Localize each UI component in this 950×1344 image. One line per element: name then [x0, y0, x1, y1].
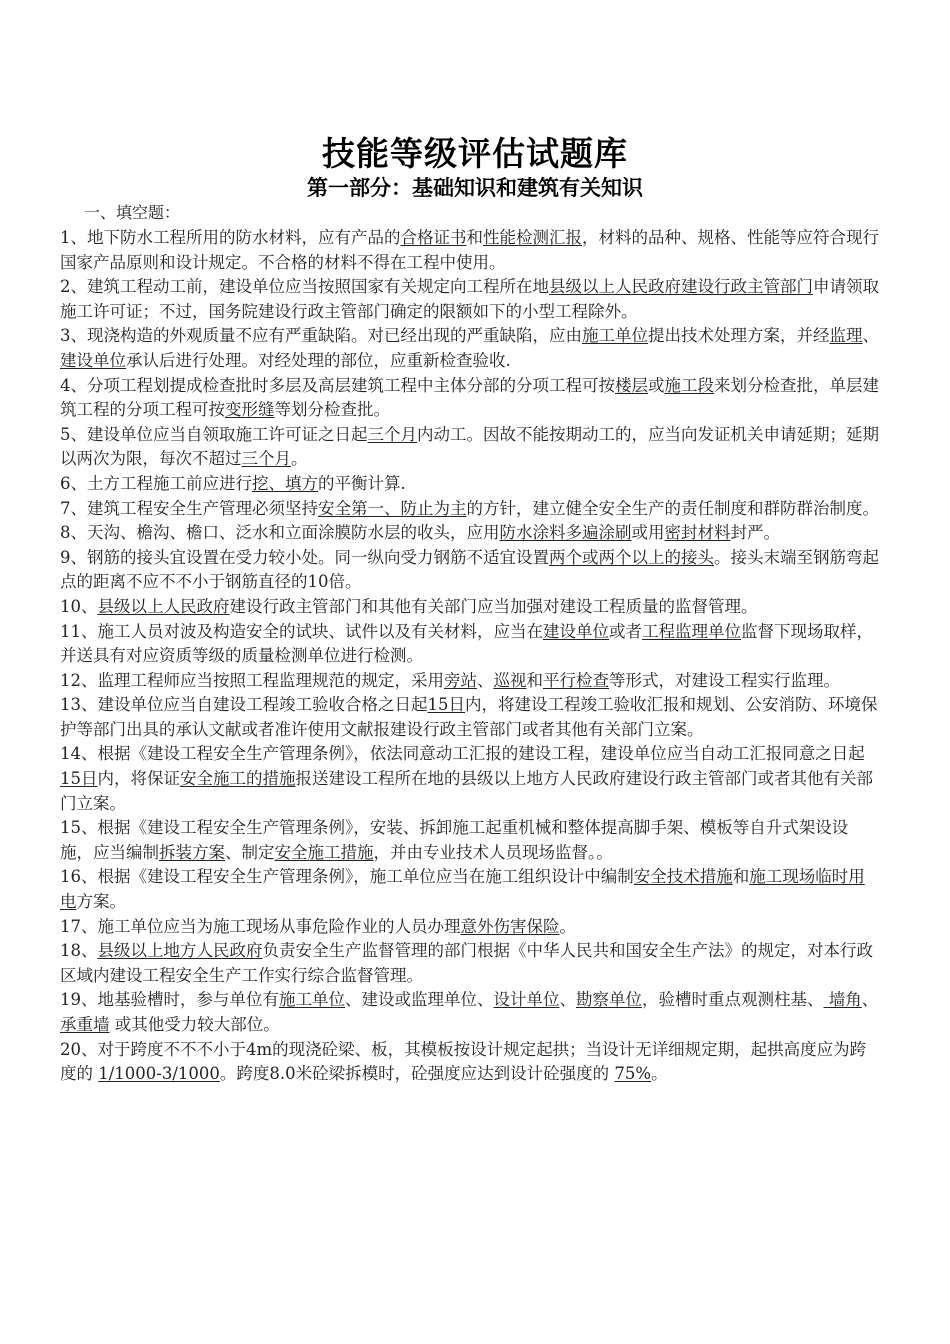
answer-blank: 墙角 — [823, 990, 862, 1010]
question-text: 等形式，对建设工程实行监理。 — [609, 670, 840, 690]
question-text: 。接头末端至钢筋弯起点的距离不应不不小于钢筋直径的10倍。 — [60, 547, 879, 592]
answer-blank: 平行检查 — [543, 670, 609, 690]
question-item — [60, 915, 880, 940]
question-text: 承认后进行处理。对经处理的部位，应重新检查验收. — [126, 350, 511, 370]
question-text: 、建设或监理单位、 — [345, 990, 494, 1010]
question-text: 报送建设工程所在地的县级以上地方人民政府建设行政主管部门或者其他有关部门立案。 — [60, 769, 873, 813]
question-item — [60, 742, 880, 816]
question-text: 内动工。因故不能按期动工的，应当向发证机关申请延期；延期以两次为限，每次不超过 — [60, 424, 879, 469]
question-text: 20、对于跨度不不不小于4m的现浇砼梁、板，其模板按设计规定起拱；当设计无详细规定期，起拱高度应为跨度的 — [60, 1039, 867, 1084]
question-item — [60, 226, 880, 275]
question-item — [60, 275, 880, 324]
answer-blank: 监理 — [829, 326, 863, 346]
answer-blank: 15日 — [60, 769, 98, 789]
answer-blank: 挖、填方 — [252, 473, 318, 493]
question-text: 、 — [477, 670, 494, 690]
question-text: 或用 — [631, 523, 665, 543]
question-item — [60, 669, 880, 694]
answer-blank: 意外伤害保险 — [460, 916, 560, 936]
answer-blank: 施工段 — [664, 375, 714, 395]
question-item — [60, 988, 880, 1037]
question-text: 或 — [648, 375, 665, 395]
answer-blank: 建设单位 — [543, 621, 609, 641]
question-text: 3、现浇构造的外观质量不应有严重缺陷。对已经出现的严重缺陷，应由 — [60, 326, 582, 346]
answer-blank: 施工单位 — [582, 326, 648, 346]
question-text: 、 — [862, 326, 879, 346]
question-text: 2、建筑工程动工前，建设单位应当按照国家有关规定向工程所在地 — [60, 277, 549, 297]
question-text: 。跨度8.0米砼梁拆模时，砼强度应达到设计砼强度的 — [219, 1064, 615, 1084]
question-item — [60, 693, 880, 742]
answer-blank: 75% — [614, 1064, 652, 1084]
question-item — [60, 1038, 880, 1087]
answer-blank: 设计单位 — [493, 990, 560, 1010]
question-item — [60, 816, 880, 865]
question-text: ，并由专业技术人员现场监督。。 — [373, 842, 613, 862]
page-title: 技能等级评估试题库 — [322, 134, 628, 173]
answer-blank: 县级以上地方人民政府 — [97, 941, 263, 961]
question-text: 16、根据《建设工程安全生产管理条例》，施工单位应当在施工组织设计中编制 — [60, 867, 634, 887]
question-text: 4、分项工程划提成检查批时多层及高层建筑工程中主体分部的分项工程可按 — [60, 375, 615, 395]
answer-blank: 三个月 — [367, 424, 417, 444]
question-text: 的平衡计算. — [318, 473, 406, 493]
question-text: 15、根据《建设工程安全生产管理条例》，安装、拆卸施工起重机械和整体提高脚手架、模板等自升式架设设施，应当编制 — [60, 818, 849, 862]
answer-blank: 县级以上人民政府建设行政主管部门 — [549, 277, 813, 297]
question-text: 来划分检查批，单层建筑工程的分项工程可按 — [60, 375, 879, 420]
question-item — [60, 497, 880, 522]
answer-blank: 建设单位 — [60, 350, 126, 370]
question-item — [60, 865, 880, 914]
answer-blank: 三个月 — [241, 449, 291, 469]
question-item — [60, 423, 880, 472]
question-item — [60, 324, 880, 373]
question-text: 6、土方工程施工前应进行 — [60, 473, 252, 493]
question-text: 内，将保证 — [97, 769, 180, 789]
answer-blank: 巡视 — [493, 670, 527, 690]
answer-blank: 性能检测汇报 — [483, 228, 582, 247]
question-text: 13、建设单位应当自建设工程竣工验收合格之日起 — [60, 695, 428, 715]
question-text: 19、地基验槽时，参与单位有 — [60, 990, 279, 1010]
answer-blank: 县级以上人民政府 — [97, 596, 230, 616]
question-text: 14、根据《建设工程安全生产管理条例》，依法同意动工汇报的建设工程，建设单位应当自动工汇报同意之日起 — [60, 744, 865, 764]
answer-blank: 15日 — [427, 695, 465, 715]
question-item — [60, 374, 880, 423]
section-heading: 一、填空题： — [84, 203, 181, 222]
question-text: 、制定 — [225, 842, 275, 862]
question-text: 、 — [861, 990, 879, 1010]
question-text: 10、 — [60, 596, 98, 616]
question-text: 1、地下防水工程所用的防水材料，应有产品的 — [60, 228, 401, 247]
question-text: 提出技术处理方案，并经 — [648, 326, 830, 346]
question-text: 建设行政主管部门和其他有关部门应当加强对建设工程质量的监督管理。 — [229, 596, 758, 616]
question-text: 负责安全生产监督管理的部门根据《中华人民共和国安全生产法》的规定，对本行政区域内建设工程安全生产工作实行综合监督管理。 — [60, 941, 873, 985]
answer-blank: 1/1000-3/1000 — [98, 1064, 220, 1084]
question-text: 方案。 — [76, 892, 126, 912]
question-text: 和 — [732, 867, 750, 887]
question-text: 11、施工人员对波及构造安全的试块、试件以及有关材料，应当在 — [60, 621, 543, 641]
question-text: 8、天沟、檐沟、檐口、泛水和立面涂膜防水层的收头，应用 — [60, 523, 500, 543]
question-text: 。 — [651, 1064, 668, 1084]
answer-blank: 施工现场临时用电 — [60, 867, 865, 912]
question-item — [60, 472, 880, 497]
answer-blank: 拆装方案 — [159, 842, 225, 862]
answer-blank: 旁站 — [444, 670, 477, 690]
question-text: 申请领取施工许可证；不过，国务院建设行政主管部门确定的限额如下的小型工程除外。 — [60, 277, 879, 321]
answer-blank: 楼层 — [615, 375, 648, 395]
question-text: 等划分检查批。 — [274, 400, 390, 420]
answer-blank: 工程监理单位 — [642, 621, 741, 641]
question-text: ，材料的品种、规格、性能等应符合现行国家产品原则和设计规定。不合格的材料不得在工程中使用。 — [60, 228, 879, 272]
question-text: 的方针，建立健全安全生产的责任制度和群防群治制度。 — [466, 498, 879, 518]
question-text: 监督下现场取样，并送具有对应资质等级的质量检测单位进行检测。 — [60, 621, 873, 666]
question-item — [60, 620, 880, 669]
answer-blank: 安全施工措施 — [274, 842, 374, 862]
question-text: 9、钢筋的接头宜设置在受力较小处。同一纵向受力钢筋不适宜设置 — [60, 547, 549, 567]
question-text: 或其他受力较大部位。 — [109, 1015, 280, 1034]
answer-blank: 勘察单位 — [576, 990, 642, 1010]
question-text: 、 — [559, 990, 576, 1010]
question-text: 封严。 — [730, 523, 780, 543]
answer-blank: 变形缝 — [225, 400, 275, 420]
page-subtitle: 第一部分：基础知识和建筑有关知识 — [307, 175, 643, 200]
question-item — [60, 595, 880, 620]
question-item — [60, 939, 880, 988]
question-text: 18、 — [60, 941, 98, 961]
question-text: 和 — [466, 228, 483, 247]
question-item — [60, 521, 880, 546]
question-text: 。 — [559, 916, 576, 936]
question-text: 17、施工单位应当为施工现场从事危险作业的人员办理 — [60, 916, 461, 936]
answer-blank: 安全技术措施 — [633, 867, 733, 887]
answer-blank: 安全施工的措施 — [180, 769, 296, 789]
answer-blank: 合格证书 — [400, 228, 467, 247]
question-text: 5、建设单位应当自领取施工许可证之日起 — [60, 424, 368, 444]
answer-blank: 安全第一、防止为主 — [318, 498, 467, 518]
answer-blank: 防水涂料多遍涂刷 — [499, 523, 632, 543]
question-text: 或者 — [609, 621, 642, 641]
question-text: 和 — [526, 670, 543, 690]
answer-blank: 承重墙 — [60, 1015, 110, 1034]
answer-blank: 两个或两个以上的接头 — [549, 547, 714, 567]
question-text: 12、监理工程师应当按照工程监理规范的规定，采用 — [60, 670, 444, 690]
question-text: 内，将建设工程竣工验收汇报和规划、公安消防、环境保护等部门出具的承认文献或者准许使用文献报建设行政主管部门或者其他有关部门立案。 — [60, 695, 878, 739]
question-text: 。 — [291, 449, 308, 469]
answer-blank: 密封材料 — [664, 523, 731, 543]
question-list — [60, 226, 880, 1087]
question-item — [60, 546, 880, 595]
question-text: 7、建筑工程安全生产管理必须坚持 — [60, 498, 318, 518]
question-text: ，验槽时重点观测柱基、 — [642, 990, 824, 1010]
answer-blank: 施工单位 — [279, 990, 345, 1010]
